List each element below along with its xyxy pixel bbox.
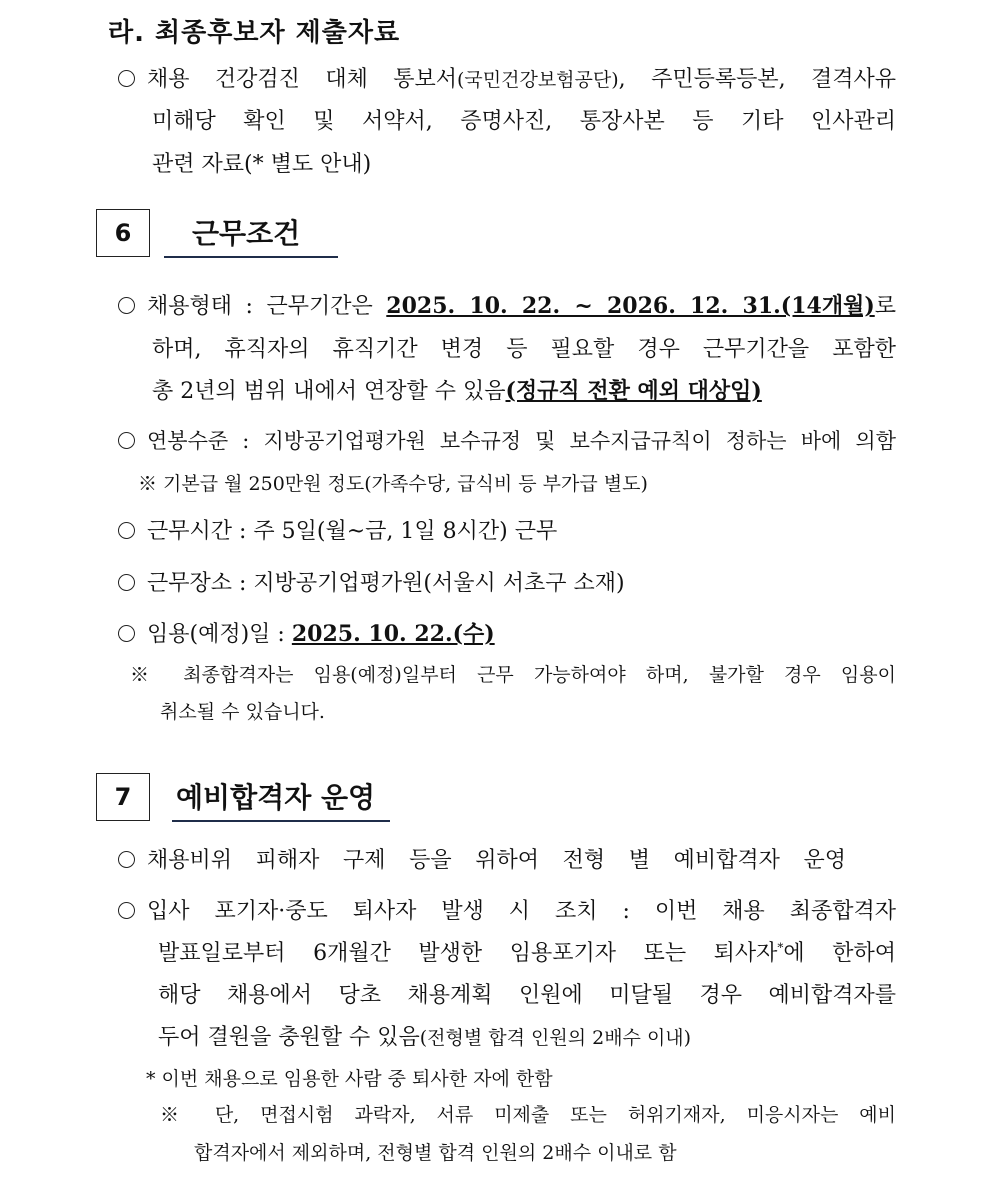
bullet-circle-icon xyxy=(118,70,135,87)
section-7-number-box: 7 xyxy=(96,773,150,821)
bullet-circle-icon xyxy=(118,297,135,314)
reserve-note1: ※ 단, 면접시험 과락자, 서류 미제출 또는 허위기재자, 미응시자는 예비 xyxy=(160,1104,896,1126)
reserve-item2-line2 xyxy=(158,936,896,967)
reserve-note2: 합격자에서 제외하며, 전형별 합격 인원의 2배수 이내로 함 xyxy=(194,1142,677,1164)
ra-item-line1 xyxy=(118,62,896,93)
reserve-footnote: * 이번 채용으로 임용한 사람 중 퇴사한 자에 한함 xyxy=(146,1068,553,1090)
salary-note: ※ 기본급 월 250만원 정도(가족수당, 급식비 등 부가급 별도) xyxy=(138,473,648,495)
salary-line xyxy=(118,425,896,455)
bullet-circle-icon xyxy=(118,902,135,919)
ra-item-paren: (국민건강보험공단) xyxy=(457,69,619,91)
reserve-item2-line1 xyxy=(118,894,896,925)
reserve-item1 xyxy=(118,843,846,874)
ra-item-text: 채용 건강검진 대체 통보서 xyxy=(147,67,457,92)
place-text: 근무장소 : 지방공기업평가원(서울시 서초구 소재) xyxy=(147,571,625,596)
reserve-item2-line4-text: 두어 결원을 충원할 수 있음 xyxy=(158,1025,420,1050)
ra-item-text-cont: , 주민등록등본, 결격사유 xyxy=(618,67,896,92)
appointment-label: 임용(예정)일 : xyxy=(147,622,285,647)
ra-item-line3: 관련 자료(* 별도 안내) xyxy=(152,152,372,177)
reserve-item2-text: 입사 포기자·중도 퇴사자 발생 시 조치 : 이번 채용 최종합격자 xyxy=(147,899,896,924)
appointment-line xyxy=(118,617,495,648)
appointment-note1: ※ 최종합격자는 임용(예정)일부터 근무 가능하여야 하며, 불가할 경우 임용이 xyxy=(130,664,896,686)
section-7-title: 예비합격자 운영 xyxy=(172,776,390,822)
section-6-title: 근무조건 xyxy=(164,212,338,258)
section-6-number-box: 6 xyxy=(96,209,150,257)
bullet-circle-icon xyxy=(118,432,135,449)
employment-period: 2025. 10. 22. ~ 2026. 12. 31.(14개월) xyxy=(386,293,875,319)
reserve-item1-text: 채용비위 피해자 구제 등을 위하여 전형 별 예비합격자 운영 xyxy=(147,848,846,873)
hours-text: 근무시간 : 주 5일(월~금, 1일 8시간) 근무 xyxy=(147,519,558,544)
employment-line1 xyxy=(118,289,896,320)
reserve-item2-line2-text: 발표일로부터 6개월간 발생한 임용포기자 또는 퇴사자 xyxy=(158,941,778,966)
employment-line3 xyxy=(152,374,762,405)
employment-line2: 하며, 휴직자의 휴직기간 변경 등 필요할 경우 근무기간을 포함한 xyxy=(152,337,896,362)
employment-suffix: 로 xyxy=(874,294,896,319)
employment-label: 채용형태 : 근무기간은 xyxy=(147,294,373,319)
bullet-circle-icon xyxy=(118,625,135,642)
section-ra-heading: 라. 최종후보자 제출자료 xyxy=(108,18,401,48)
hours-line xyxy=(118,514,557,545)
employment-extension: 총 2년의 범위 내에서 연장할 수 있음 xyxy=(152,379,506,404)
salary-text: 연봉수준 : 지방공기업평가원 보수규정 및 보수지급규칙이 정하는 바에 의함 xyxy=(147,429,896,453)
employment-exception: (정규직 전환 예외 대상임) xyxy=(505,378,762,404)
reserve-item2-line3: 해당 채용에서 당초 채용계획 인원에 미달될 경우 예비합격자를 xyxy=(158,983,896,1008)
place-line xyxy=(118,566,625,597)
reserve-item2-line2-cont: 에 한하여 xyxy=(783,941,896,966)
reserve-item2-limit: (전형별 합격 인원의 2배수 이내) xyxy=(419,1027,692,1049)
bullet-circle-icon xyxy=(118,574,135,591)
footnote-marker: * xyxy=(777,940,784,955)
appointment-date: 2025. 10. 22.(수) xyxy=(291,621,495,647)
bullet-circle-icon xyxy=(118,851,135,868)
bullet-circle-icon xyxy=(118,522,135,539)
ra-item-line2: 미해당 확인 및 서약서, 증명사진, 통장사본 등 기타 인사관리 xyxy=(152,109,896,134)
appointment-note2: 취소될 수 있습니다. xyxy=(160,701,325,723)
reserve-item2-line4 xyxy=(158,1020,691,1051)
